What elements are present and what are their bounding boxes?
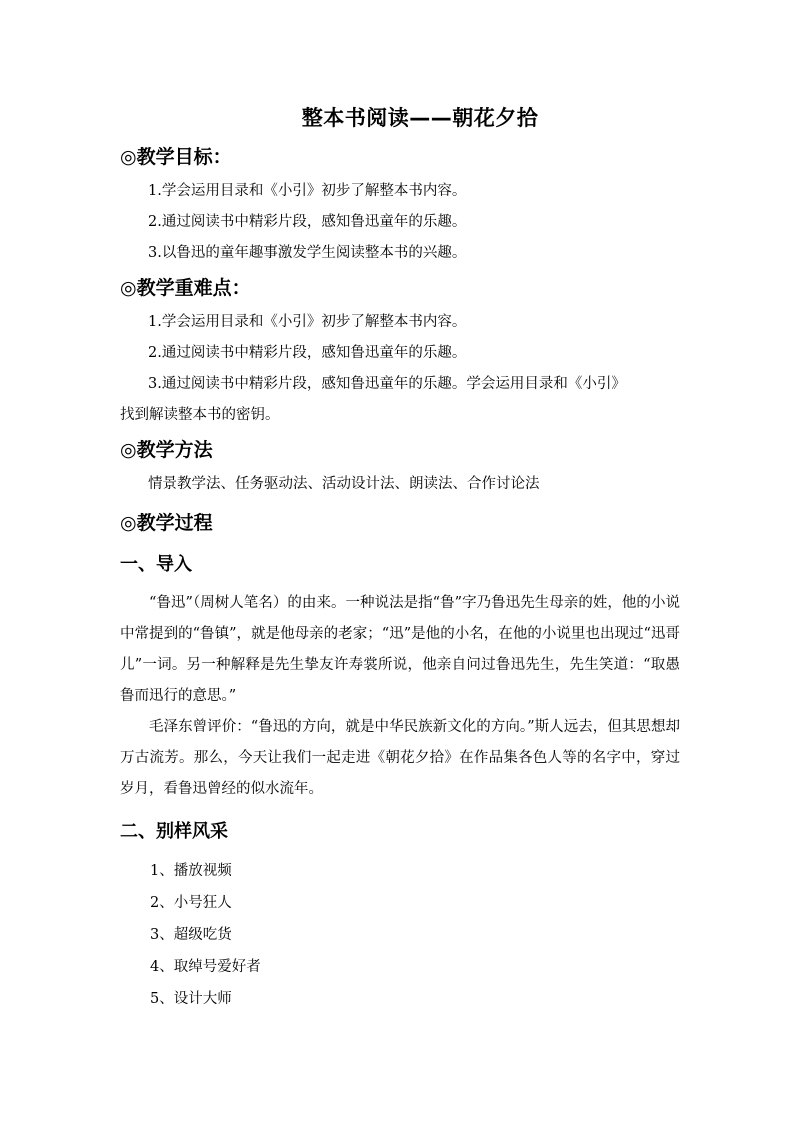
list-item: 4、取绰号爱好者 [150, 959, 261, 975]
goal-item-3: 3.以鲁迅的童年趣事激发学生阅读整本书的兴趣。 [148, 245, 467, 261]
introduction-paragraph-2: 毛泽东曾评价：“鲁迅的方向，就是中华民族新文化的方向。”斯人远去，但其思想却万古流芳。那么，今天让我们一起走进《朝花夕拾》在作品集各色人等的名字中，穿过岁月，看鲁迅曾经的似水流年。 [120, 719, 680, 797]
heading-teaching-goals: ◎教学目标： [120, 146, 232, 168]
teaching-methods-text: 情景教学法、任务驱动法、活动设计法、朗读法、合作讨论法 [148, 476, 540, 492]
document-page [120, 98, 680, 1015]
list-item: 2、小号狂人 [150, 895, 232, 911]
key-point-item-3-continued: 找到解读整本书的密钥。 [120, 407, 280, 423]
heading-teaching-methods: ◎教学方法 [120, 439, 213, 461]
key-point-item-2: 2.通过阅读书中精彩片段，感知鲁迅童年的乐趣。 [148, 345, 467, 361]
heading-unique-style: 二、别样风采 [120, 821, 228, 842]
heading-teaching-process: ◎教学过程 [120, 512, 213, 534]
introduction-paragraph-1: “鲁迅”（周树人笔名）的由来。一种说法是指“鲁”字乃鲁迅先生母亲的姓，他的小说中常提到的“鲁镇”，就是他母亲的老家；“迅”是他的小名，在他的小说里也出现过“迅哥儿”一词。另一种解释是先生挚友许寿裳所说，他亲自问过鲁迅先生，先生笑道：“取愚鲁而迅行的意思。” [120, 595, 680, 704]
list-item: 5、设计大师 [150, 991, 232, 1007]
heading-key-points: ◎教学重难点： [120, 277, 251, 299]
key-point-item-3: 3.通过阅读书中精彩片段，感知鲁迅童年的乐趣。学会运用目录和《小引》 [148, 376, 626, 392]
list-item: 3、超级吃货 [150, 927, 232, 943]
goal-item-2: 2.通过阅读书中精彩片段，感知鲁迅童年的乐趣。 [148, 214, 467, 230]
list-item: 1、播放视频 [150, 863, 232, 879]
key-point-item-1: 1.学会运用目录和《小引》初步了解整本书内容。 [148, 314, 467, 330]
document-title: 整本书阅读——朝花夕拾 [301, 106, 539, 130]
goal-item-1: 1.学会运用目录和《小引》初步了解整本书内容。 [148, 183, 467, 199]
heading-introduction: 一、导入 [120, 554, 192, 575]
